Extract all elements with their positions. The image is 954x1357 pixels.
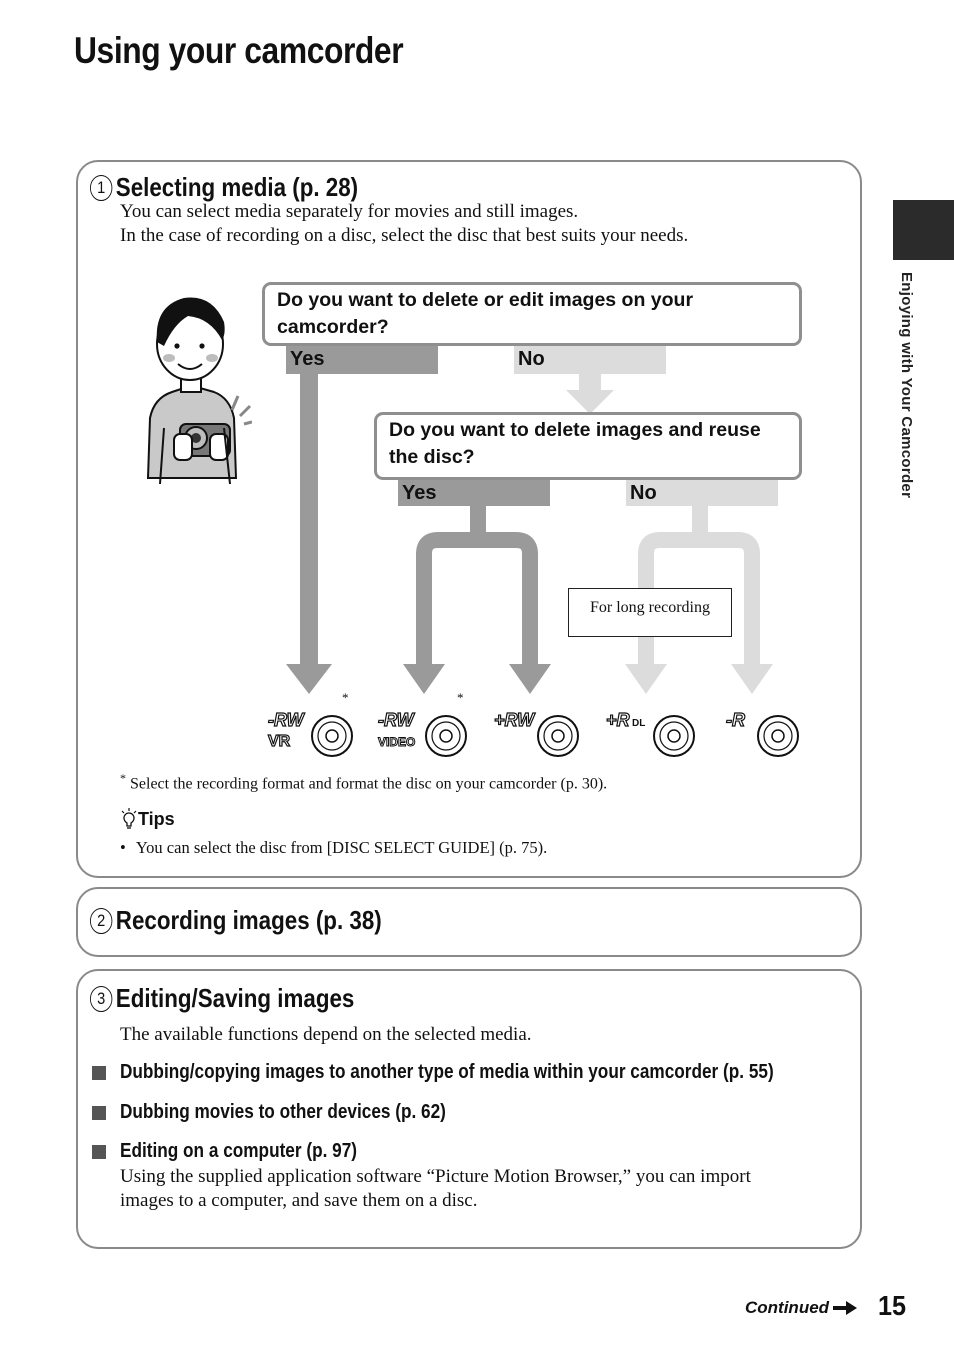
svg-text:+RW: +RW [494,710,535,730]
svg-text:-RW: -RW [268,710,304,730]
disc-rw-vr-icon [266,708,356,763]
bullet-dubbing-copying [92,1061,880,1084]
bullet-title: Dubbing/copying images to another type of media within your camcorder (p. 55) [120,1061,774,1083]
tips-title: Tips [138,808,175,829]
page-number: 15 [878,1290,907,1321]
section-tab-marker [893,200,954,260]
disc-plus-rw-icon [492,708,582,763]
intro-line-2: In the case of recording on a disc, select the disc that best suits your needs. [120,225,689,246]
long-recording-label: For long recording [568,588,732,637]
disc-rw-video-icon [376,708,470,763]
bullet-square-icon [92,1145,106,1159]
svg-text:-R: -R [726,710,745,730]
flowchart-arrows [78,162,860,876]
svg-text:VIDEO: VIDEO [378,735,416,749]
section-heading-text: Editing/Saving images [115,983,355,1013]
bullet-title: Dubbing movies to other devices (p. 62) [120,1101,446,1123]
section-heading-editing [90,983,354,1014]
section-heading-text: Recording images (p. 38) [115,905,382,935]
svg-text:-RW: -RW [378,710,414,730]
section-heading-text: Selecting media (p. 28) [115,172,359,202]
step-number-badge: 1 [90,175,112,201]
recording-images-panel [76,887,862,957]
answer-yes-2: Yes [398,480,550,506]
answer-no-2: No [626,480,778,506]
svg-text:+R: +R [606,710,630,730]
tip-text: You can select the disc from [DISC SELECT GUIDE] (p. 75). [135,838,548,857]
footnote-asterisk: * [120,771,126,785]
editing-saving-panel [76,969,862,1249]
continued-indicator [745,1298,857,1318]
editing-computer-text-1: Using the supplied application software “Picture Motion Browser,” you can import [120,1166,751,1187]
disc-minus-r-icon [724,708,804,763]
format-asterisk-2: * [457,690,464,705]
answer-no-1: No [514,346,666,374]
editing-intro: The available functions depend on the selected media. [120,1024,532,1045]
format-footnote [120,771,607,793]
bullet-square-icon [92,1106,106,1120]
page-title: Using your camcorder [74,30,404,71]
continued-text: Continued [745,1298,830,1317]
side-section-label: Enjoying with Your Camcorder [898,272,915,499]
svg-text:VR: VR [268,733,291,750]
bullet-square-icon [92,1066,106,1080]
format-asterisk-1: * [342,690,349,705]
svg-text:DL: DL [632,718,646,729]
answer-yes-1: Yes [286,346,438,374]
editing-computer-text-2: images to a computer, and save them on a disc. [120,1190,478,1211]
section-heading-recording [90,905,382,936]
question-delete-or-edit: Do you want to delete or edit images on your camcorder? [262,282,802,346]
tips-heading [120,808,175,830]
bullet-title: Editing on a computer (p. 97) [120,1140,357,1162]
footnote-text: Select the recording format and format the disc on your camcorder (p. 30). [130,775,608,793]
disc-plus-r-dl-icon [604,708,698,763]
lightbulb-icon [120,808,138,830]
step-number-badge: 3 [90,986,112,1012]
bullet-dubbing-devices [92,1101,499,1124]
step-number-badge: 2 [90,908,112,934]
bullet-editing-computer [92,1140,396,1163]
tip-item [120,838,547,858]
question-delete-and-reuse: Do you want to delete images and reuse the disc? [374,412,802,480]
tip-bullet: • [120,838,126,857]
selecting-media-panel [76,160,862,878]
intro-line-1: You can select media separately for movies and still images. [120,201,579,222]
arrow-right-icon [833,1301,857,1315]
